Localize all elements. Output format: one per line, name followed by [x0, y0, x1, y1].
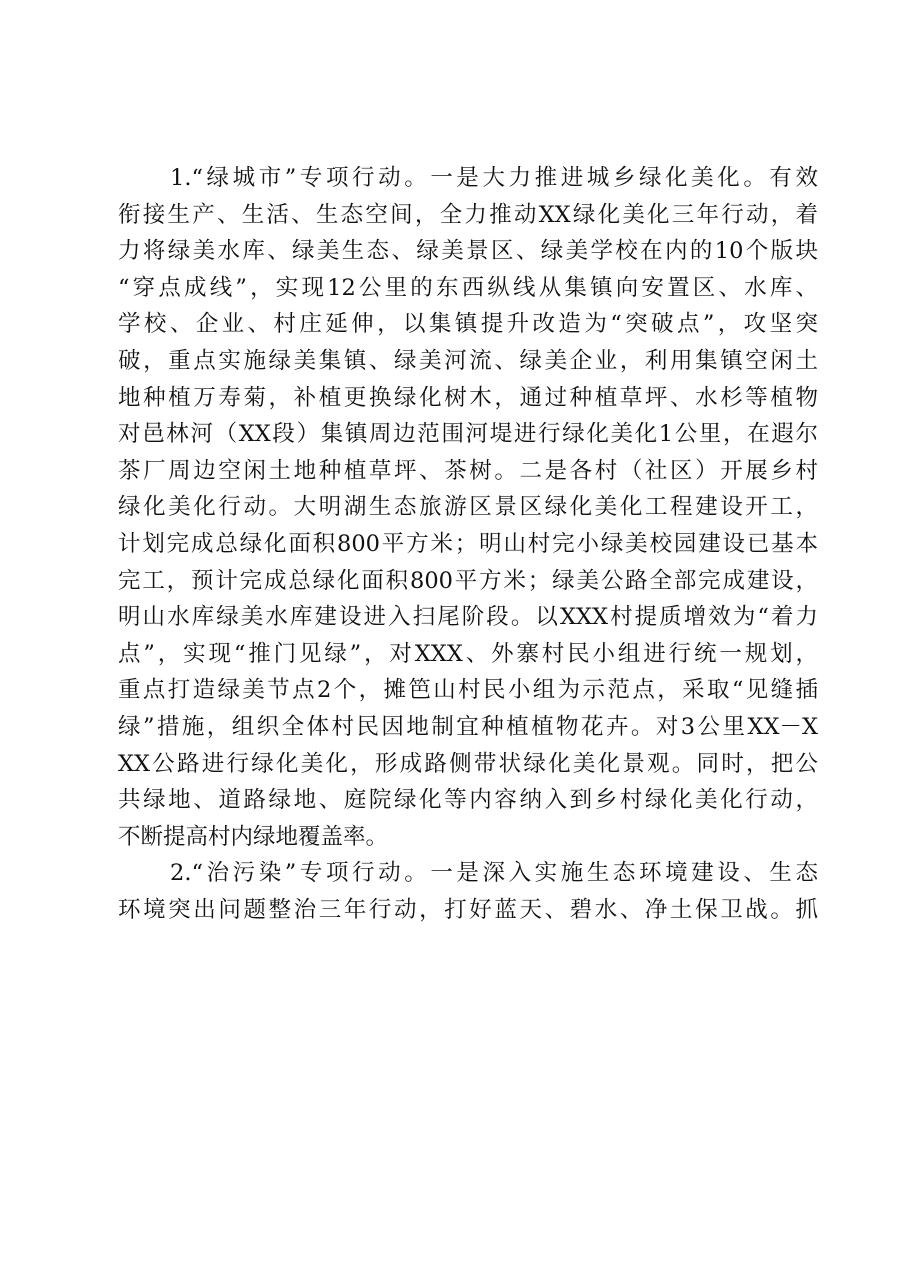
text-line: 不断提高村内绿地覆盖率。 [118, 823, 389, 850]
text-line: 对邑林河（XX段）集镇周边范围河堤进行绿化美化1公里，在遐尔 [118, 421, 818, 448]
text-line: 共绿地、道路绿地、庭院绿化等内容纳入到乡村绿化美化行动， [118, 787, 818, 814]
body-text [118, 160, 818, 928]
text-line: 环境突出问题整治三年行动，打好蓝天、碧水、净土保卫战。抓 [118, 896, 818, 923]
text-line: “穿点成线”，实现12公里的东西纵线从集镇向安置区、水库、 [118, 274, 818, 301]
text-line: 2.“治污染”专项行动。一是深入实施生态环境建设、生态 [170, 860, 818, 887]
text-line: 1.“绿城市”专项行动。一是大力推进城乡绿化美化。有效 [170, 165, 818, 191]
text-line: 重点打造绿美节点2个，摊笆山村民小组为示范点，采取“见缝插 [118, 677, 818, 704]
text-line: 绿化美化行动。大明湖生态旅游区景区绿化美化工程建设开工， [118, 494, 818, 521]
paragraph-1 [118, 160, 818, 855]
paragraph-2 [118, 855, 818, 928]
text-line: XX公路进行绿化美化，形成路侧带状绿化美化景观。同时，把公 [118, 750, 818, 777]
text-line: 破，重点实施绿美集镇、绿美河流、绿美企业，利用集镇空闲土 [118, 347, 818, 374]
text-line: 点”，实现“推门见绿”，对XXX、外寨村民小组进行统一规划， [118, 640, 818, 667]
text-line: 绿”措施，组织全体村民因地制宜种植植物花卉。对3公里XX－X [118, 713, 818, 740]
text-line: 学校、企业、村庄延伸，以集镇提升改造为“突破点”，攻坚突 [118, 311, 818, 338]
text-line: 明山水库绿美水库建设进入扫尾阶段。以XXX村提质增效为“着力 [118, 604, 818, 631]
text-line: 茶厂周边空闲土地种植草坪、茶树。二是各村（社区）开展乡村 [118, 457, 818, 484]
text-line: 计划完成总绿化面积800平方米；明山村完小绿美校园建设已基本 [118, 530, 818, 557]
text-line: 完工，预计完成总绿化面积800平方米；绿美公路全部完成建设， [118, 567, 818, 594]
text-line: 地种植万寿菊，补植更换绿化树木，通过种植草坪、水杉等植物 [118, 384, 818, 411]
text-line: 力将绿美水库、绿美生态、绿美景区、绿美学校在内的10个版块 [118, 238, 818, 265]
text-line: 衔接生产、生活、生态空间，全力推动XX绿化美化三年行动，着 [118, 201, 818, 228]
